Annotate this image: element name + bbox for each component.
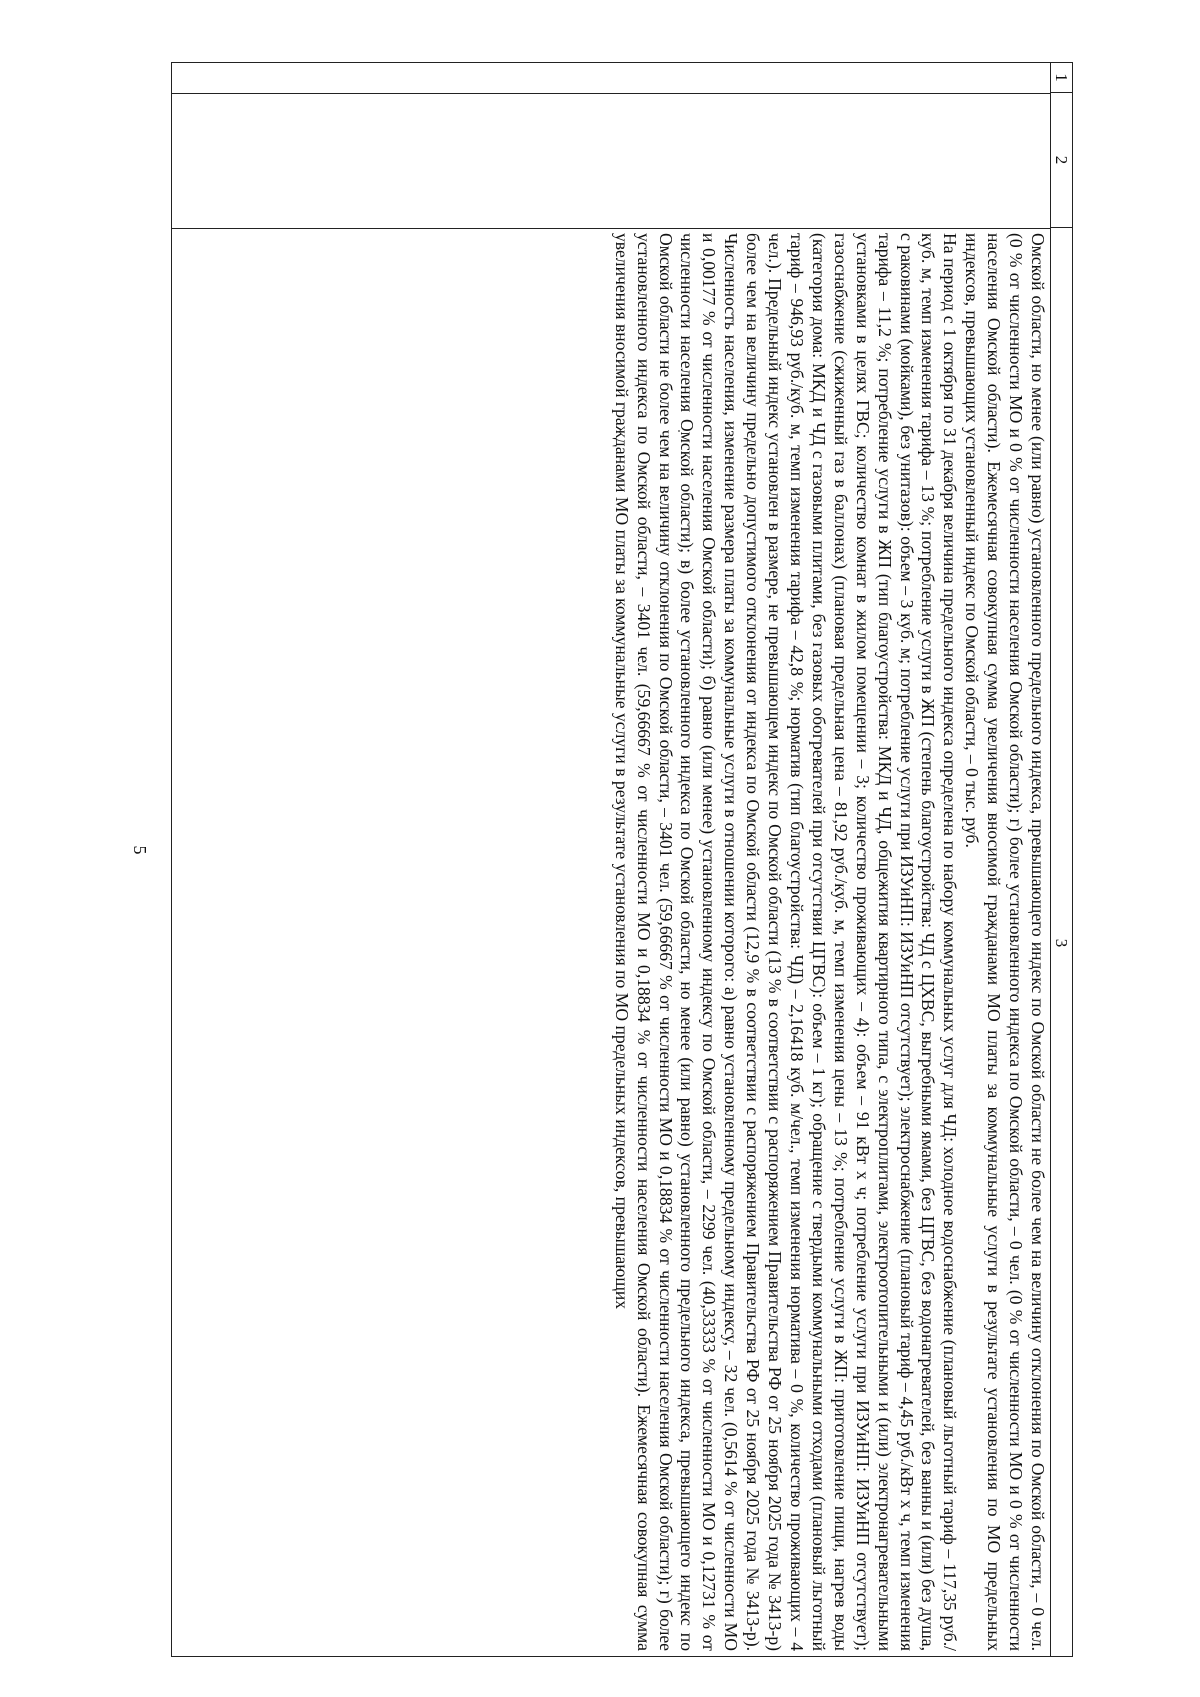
column-divider-2 [172, 228, 1050, 229]
cell-col-1 [172, 63, 1050, 93]
cell-col-3-text [176, 233, 1048, 1651]
page-number: 5 [130, 845, 150, 855]
header-col-1: 1 [1050, 63, 1072, 93]
header-col-3: 3 [1052, 938, 1071, 948]
rotated-table [171, 62, 1073, 1657]
table-header-row [1050, 63, 1072, 1656]
cell-col-2 [172, 93, 1050, 228]
paragraph-continuation: Омской области, но менее (или равно) установленного предельного индекса, превышающего индекс по Омской области не более чем на величину отклонения по Омской области, – 0 чел. (0 % от численности МО и 0 % от численности населения Омской области); г) более установленного индекса по Омской области, – 0 чел. (0 % от численности МО и 0 % от численности населения Омской области). Ежемесячная совокупная сумма увеличения вносимой гражданами МО платы за коммунальные услуги в результате установления по МО предельных индексов, превышающих установленный индекс по Омской области, – 0 тыс. руб. [962, 233, 1048, 1651]
header-col-2: 2 [1050, 93, 1072, 228]
paragraph-fourth-quarter: На период с 1 октября по 31 декабря величина предельного индекса определена по набору коммунальных услуг для ЧД: холодное водоснабжение (плановый льготный тариф – 117,35 руб./куб. м, темп изменения тарифа – 13 %; потребление услуги в ЖП (степень благоустройства: ЧД с ЦХВС, выгребными ямами, без ЦГВС, без водонагревателей, без ванны и (или) без душа, с раковинами (мойками), без унитазов): объем – 3 куб. м; потребление услуги при ИЗУиНП: ИЗУиНП отсутствует); электроснабжение (плановый тариф – 4,45 руб./кВт х ч, темп изменения тарифа – 11,2 %; потребление услуги в ЖП (тип благоустройства: МКД и ЧД, общежития квартирного типа, с электроплитами, электроотопительными и (или) электронагревательными установками в целях ГВС; количество комнат в жилом помещении – 3; количество проживающих – 4): объем – 91 кВт х ч; потребление услуги при ИЗУиНП: ИЗУиНП отсутствует); газоснабжение (сжиженный газ в баллонах) (плановая предельная цена – 81,92 руб./куб. м, темп изменения цены – 13 %; потребление услуги в ЖП: приготовление пищи, нагрев воды (категория дома: МКД и ЧД с газовыми плитами, без газовых обогревателей при отсутствии ЦГВС): объем – 1 кг); обращение с твердыми коммунальными отходами (плановый льготный тариф – 946,93 руб./куб. м, темп изменения тарифа – 42,8 %; норматив (тип благоустройства: ЧД) – 2,16418 куб. м/чел., темп изменения норматива – 0 %, количество проживающих – 4 чел.). Предельный индекс установлен в размере, не превышающем индекс по Омской области (13 % в соответствии с распоряжением Правительства РФ от 25 ноября 2025 года № 3413-р) более чем на величину предельно допустимого отклонения от индекса по Омской области (12,9 % в соответствии с распоряжением Правительства РФ от 25 ноября 2025 года № 3413-р). Численность населения, изменение размера платы за коммунальные услуги в отношении которого: а) равно установленному предельному индексу, – 32 чел. (0,5614 % от численности МО и 0,00177 % от численности населения Омской области); б) равно (или менее) установленному индексу по Омской области, – 2299 чел. (40,33333 % от численности МО и 0,12731 % от численности населения Омской области); в) более установленного индекса по Омской области, но менее (или равно) установленного предельного индекса, превышающего индекс по Омской области не более чем на величину отклонения по Омской области, – 3401 чел. (59,66667 % от численности МО и 0,18834 % от численности населения Омской области); г) более установленного индекса по Омской области, – 3401 чел. (59,66667 % от численности МО и 0,18834 % от численности населения Омской области). Ежемесячная совокупная сумма увеличения вносимой гражданами МО платы за коммунальные услуги в результате установления по МО предельных индексов, превышающих [611, 233, 961, 1651]
